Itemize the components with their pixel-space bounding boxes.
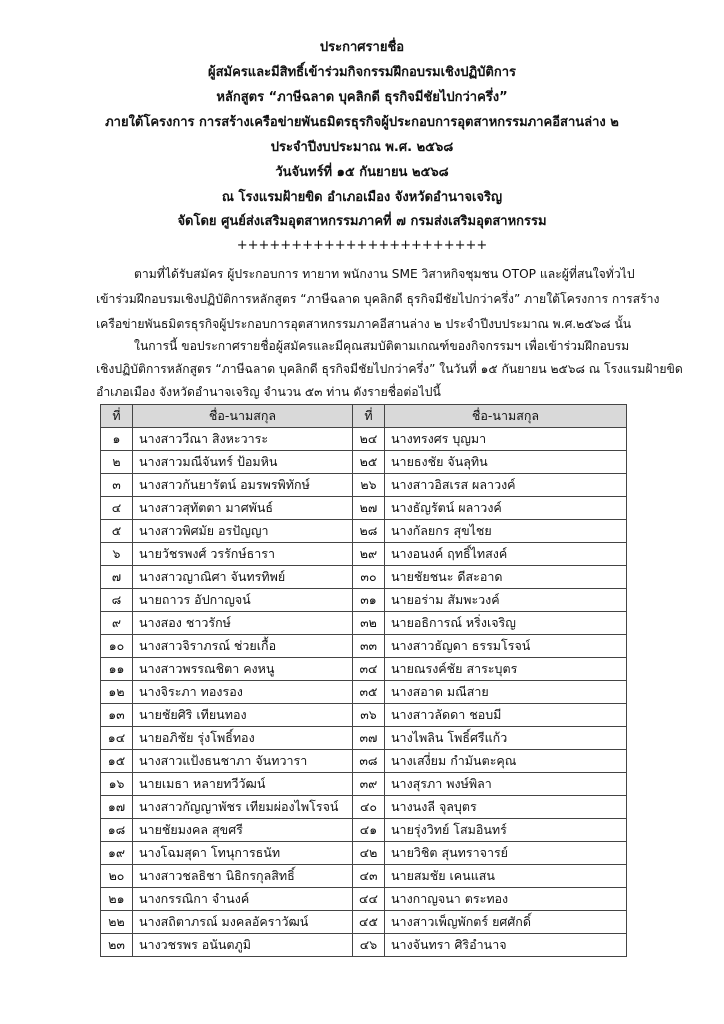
left-name-cell: นางสาวญาณิศา จันทรทิพย์ [133, 566, 353, 589]
left-number-cell: ๒๓ [101, 934, 133, 957]
table-row [101, 842, 627, 865]
left-name-cell: นางสาวมณีจันทร์ ป้อมหิน [133, 451, 353, 474]
left-name-cell: นางสาวจิราภรณ์ ช่วยเกื้อ [133, 635, 353, 658]
right-number-cell: ๓๗ [353, 727, 385, 750]
left-number-cell: ๖ [101, 543, 133, 566]
left-name-cell: นางสาวกัญญาพัชร เทียมผ่องไพโรจน์ [133, 796, 353, 819]
table-row [101, 704, 627, 727]
left-number-cell: ๔ [101, 497, 133, 520]
event-date: วันจันทร์ที่ ๑๕ กันยายน ๒๕๖๘ [275, 165, 449, 180]
table-row [101, 612, 627, 635]
left-name-cell: นางสาวพิศมัย อรปัญญา [133, 520, 353, 543]
left-name-cell: นางสอง ชาวรักษ์ [133, 612, 353, 635]
announcement-title: ประกาศรายชื่อ [319, 40, 405, 55]
right-number-cell: ๓๐ [353, 566, 385, 589]
left-number-cell: ๘ [101, 589, 133, 612]
left-number-cell: ๒ [101, 451, 133, 474]
right-name-cell: นายณรงค์ชัย สาระบุตร [385, 658, 627, 681]
paragraph-1-line-3: เครือข่ายพันธมิตรธุรกิจผู้ประกอบการอุตสาหกรรมภาคอีสานล่าง ๒ ประจำปีงบประมาณ พ.ศ.๒๕๖๘ นั้น [96, 317, 632, 331]
left-name-cell: นายอภิชัย รุ่งโพธิ์ทอง [133, 727, 353, 750]
left-name-cell: นางสาวสุทัตตา มาศพันธ์ [133, 497, 353, 520]
left-name-cell: นางสาวแป้งธนชาภา จันทวารา [133, 750, 353, 773]
table-row [101, 681, 627, 704]
right-name-cell: นายธงชัย จันลุทิน [385, 451, 627, 474]
left-name-cell: นางสถิตาภรณ์ มงคลอัคราวัฒน์ [133, 911, 353, 934]
right-number-cell: ๒๙ [353, 543, 385, 566]
right-number-cell: ๓๒ [353, 612, 385, 635]
right-number-cell: ๓๑ [353, 589, 385, 612]
participants-table [100, 404, 627, 957]
right-name-cell: นางทรงศร บุญมา [385, 428, 627, 451]
right-name-cell: นายสมชัย เคนแสน [385, 865, 627, 888]
header-no-right: ที่ [353, 405, 385, 428]
left-number-cell: ๒๐ [101, 865, 133, 888]
table-row [101, 635, 627, 658]
table-row [101, 428, 627, 451]
left-number-cell: ๒๑ [101, 888, 133, 911]
left-number-cell: ๑ [101, 428, 133, 451]
table-row [101, 451, 627, 474]
right-number-cell: ๒๖ [353, 474, 385, 497]
right-number-cell: ๒๘ [353, 520, 385, 543]
left-name-cell: นางกรรณิกา จำนงค์ [133, 888, 353, 911]
right-number-cell: ๓๓ [353, 635, 385, 658]
right-name-cell: นายวิชิต สุนทราจารย์ [385, 842, 627, 865]
paragraph-1-line-2: เข้าร่วมฝึกอบรมเชิงปฏิบัติการหลักสูตร “ภาษีฉลาด บุคลิกดี ธุรกิจมีชัยไปกว่าครึ่ง” ภายใต้โครงการ การสร้าง [96, 292, 660, 306]
left-name-cell: นายเมธา หลายทวีวัฒน์ [133, 773, 353, 796]
right-number-cell: ๒๗ [353, 497, 385, 520]
left-number-cell: ๑๑ [101, 658, 133, 681]
right-number-cell: ๔๔ [353, 888, 385, 911]
right-number-cell: ๓๔ [353, 658, 385, 681]
fiscal-year: ประจำปีงบประมาณ พ.ศ. ๒๕๖๘ [270, 140, 454, 155]
right-name-cell: นางสาวธัญดา ธรรมโรจน์ [385, 635, 627, 658]
right-number-cell: ๓๘ [353, 750, 385, 773]
table-row [101, 773, 627, 796]
left-name-cell: นางสาวกันยารัตน์ อมรพรพิทักษ์ [133, 474, 353, 497]
left-number-cell: ๑๒ [101, 681, 133, 704]
right-name-cell: นางไพลิน โพธิ์ศรีแก้ว [385, 727, 627, 750]
header-no-left: ที่ [101, 405, 133, 428]
left-number-cell: ๑๔ [101, 727, 133, 750]
table-row [101, 750, 627, 773]
table-row [101, 865, 627, 888]
table-row [101, 819, 627, 842]
table-row [101, 727, 627, 750]
right-number-cell: ๓๖ [353, 704, 385, 727]
applicants-subtitle: ผู้สมัครและมีสิทธิ์เข้าร่วมกิจกรรมฝึกอบรมเชิงปฏิบัติการ [207, 65, 517, 80]
header-name-left: ชื่อ-นามสกุล [133, 405, 353, 428]
header-name-right: ชื่อ-นามสกุล [385, 405, 627, 428]
left-name-cell: นางจิระภา ทองรอง [133, 681, 353, 704]
left-number-cell: ๑๘ [101, 819, 133, 842]
right-number-cell: ๓๕ [353, 681, 385, 704]
organizer: จัดโดย ศูนย์ส่งเสริมอุตสาหกรรมภาคที่ ๗ กรมส่งเสริมอุตสาหกรรม [177, 214, 547, 229]
right-name-cell: นายรุ่งวิทย์ โสมอินทร์ [385, 819, 627, 842]
left-name-cell: นางสาวพรรณชิตา คงหนู [133, 658, 353, 681]
left-name-cell: นางวชรพร อนันตภูมิ [133, 934, 353, 957]
right-number-cell: ๔๐ [353, 796, 385, 819]
event-venue: ณ โรงแรมฝ้ายขิด อำเภอเมือง จังหวัดอำนาจเจริญ [221, 190, 503, 205]
right-name-cell: นางกัลยกร สุขไชย [385, 520, 627, 543]
table-row [101, 520, 627, 543]
left-number-cell: ๑๕ [101, 750, 133, 773]
left-name-cell: นางสาวชลธิชา นิธิกรกุลสิทธิ์ [133, 865, 353, 888]
table-row [101, 566, 627, 589]
right-name-cell: นายอธิการณ์ หริ่งเจริญ [385, 612, 627, 635]
right-number-cell: ๔๖ [353, 934, 385, 957]
course-title: หลักสูตร “ภาษีฉลาด บุคลิกดี ธุรกิจมีชัยไปกว่าครึ่ง” [216, 90, 508, 105]
table-header-row [101, 405, 627, 428]
right-number-cell: ๔๕ [353, 911, 385, 934]
right-name-cell: นางสาวเพ็ญพักตร์ ยศศักดิ์ [385, 911, 627, 934]
left-number-cell: ๙ [101, 612, 133, 635]
paragraph-1-line-1: ตามที่ได้รับสมัคร ผู้ประกอบการ ทายาท พนักงาน SME วิสาหกิจชุมชน OTOP และผู้ที่สนใจทั่วไป [134, 267, 635, 281]
project-title: ภายใต้โครงการ การสร้างเครือข่ายพันธมิตรธุรกิจผู้ประกอบการอุตสาหกรรมภาคอีสานล่าง ๒ [105, 115, 619, 130]
right-name-cell: นางสาวลัดดา ชอบมี [385, 704, 627, 727]
right-number-cell: ๒๕ [353, 451, 385, 474]
right-name-cell: นางจันทรา ศิริอำนาจ [385, 934, 627, 957]
paragraph-2-line-1: ในการนี้ ขอประกาศรายชื่อผู้สมัครและมีคุณสมบัติตามเกณฑ์ของกิจกรรมฯ เพื่อเข้าร่วมฝึกอบรม [134, 339, 630, 353]
table-row [101, 888, 627, 911]
right-name-cell: นางสาวอิสเรส ผลาวงค์ [385, 474, 627, 497]
table-row [101, 474, 627, 497]
right-number-cell: ๓๙ [353, 773, 385, 796]
left-number-cell: ๑๖ [101, 773, 133, 796]
left-name-cell: นายชัยมงคล สุขศรี [133, 819, 353, 842]
right-name-cell: นายชัยชนะ ดีสะอาด [385, 566, 627, 589]
right-name-cell: นางเสงี่ยม กำมันตะคุณ [385, 750, 627, 773]
left-name-cell: นางโฉมสุดา โทนุการธนัท [133, 842, 353, 865]
left-name-cell: นางสาววีณา สิงหะวาระ [133, 428, 353, 451]
right-number-cell: ๔๓ [353, 865, 385, 888]
left-number-cell: ๑๐ [101, 635, 133, 658]
table-row [101, 543, 627, 566]
right-number-cell: ๒๔ [353, 428, 385, 451]
left-name-cell: นายถาวร อัปกาญจน์ [133, 589, 353, 612]
right-name-cell: นางอนงค์ ฤทธิ์ไทสงค์ [385, 543, 627, 566]
table-row [101, 934, 627, 957]
left-number-cell: ๑๙ [101, 842, 133, 865]
table-row [101, 497, 627, 520]
table-row [101, 911, 627, 934]
table-row [101, 589, 627, 612]
left-number-cell: ๕ [101, 520, 133, 543]
right-number-cell: ๔๒ [353, 842, 385, 865]
table-row [101, 658, 627, 681]
left-number-cell: ๑๓ [101, 704, 133, 727]
right-name-cell: นายอร่าม สัมพะวงค์ [385, 589, 627, 612]
left-number-cell: ๑๗ [101, 796, 133, 819]
paragraph-2-line-3: อำเภอเมือง จังหวัดอำนาจเจริญ จำนวน ๕๓ ท่าน ดังรายชื่อต่อไปนี้ [96, 385, 441, 399]
right-name-cell: นางสอาด มณีสาย [385, 681, 627, 704]
right-name-cell: นางนงลี จุลบุตร [385, 796, 627, 819]
table-row [101, 796, 627, 819]
separator-line: +++++++++++++++++++++++ [236, 238, 488, 253]
left-number-cell: ๒๒ [101, 911, 133, 934]
right-number-cell: ๔๑ [353, 819, 385, 842]
right-name-cell: นางธัญรัตน์ ผลาวงค์ [385, 497, 627, 520]
right-name-cell: นางกาญจนา ตระทอง [385, 888, 627, 911]
participants-table-body [101, 428, 627, 957]
left-number-cell: ๓ [101, 474, 133, 497]
left-number-cell: ๗ [101, 566, 133, 589]
paragraph-2-line-2: เชิงปฏิบัติการหลักสูตร “ภาษีฉลาด บุคลิกดี ธุรกิจมีชัยไปกว่าครึ่ง” ในวันที่ ๑๕ กันยายน ๒๕๖๘ ณ โรงแรมฝ้ายขิด [96, 362, 683, 376]
right-name-cell: นางสุรภา พงษ์พิลา [385, 773, 627, 796]
left-name-cell: นายชัยศิริ เทียนทอง [133, 704, 353, 727]
left-name-cell: นายวัชรพงศ์ วรรักษ์ธารา [133, 543, 353, 566]
